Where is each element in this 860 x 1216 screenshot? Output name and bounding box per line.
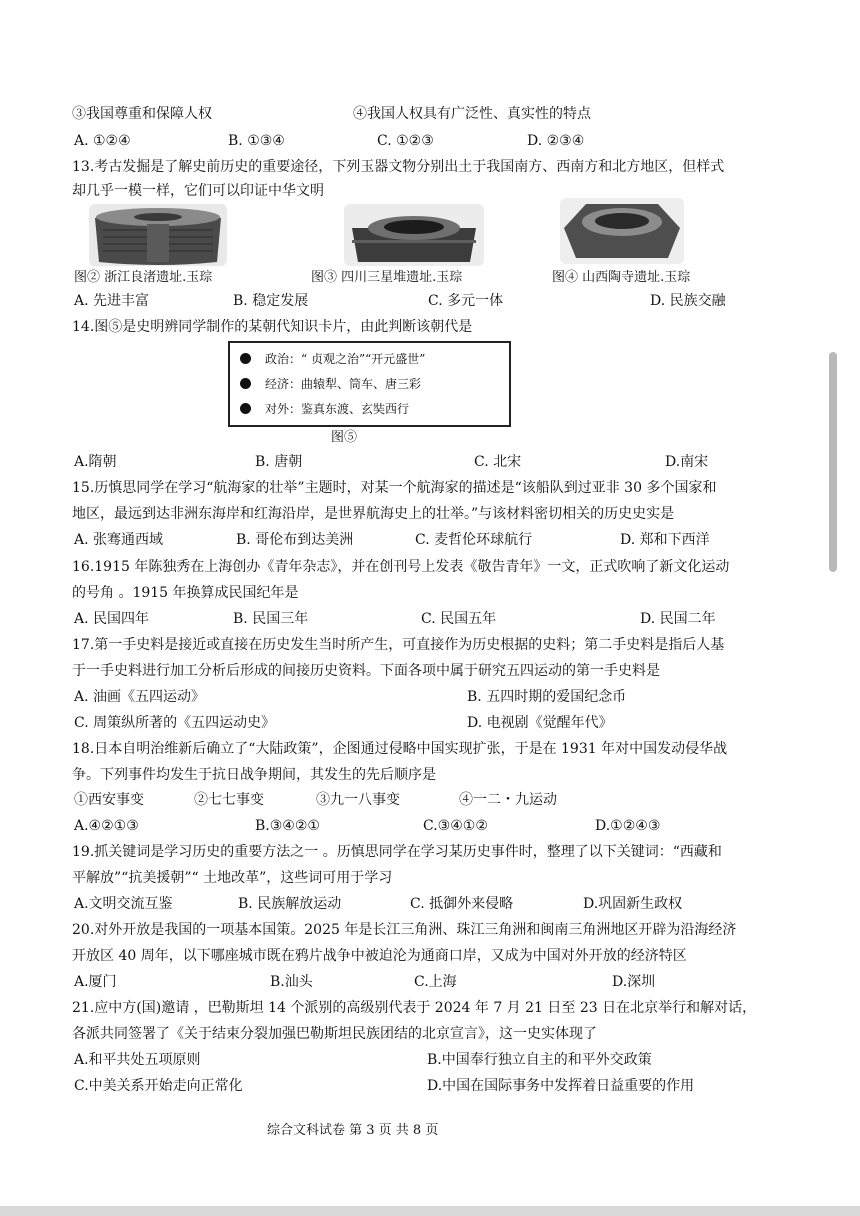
bullet-icon [240,378,251,389]
figure-2-caption: 图② 浙江良渚遗址.玉琮 [74,270,213,285]
q21-option-b: B.中国奉行独立自主的和平外交政策 [427,1052,652,1068]
q21-option-a: A.和平共处五项原则 [74,1052,201,1068]
q16-stem-line2: 的号角 。1915 年换算成民国纪年是 [72,585,299,601]
q17-option-b: B. 五四时期的爱国纪念币 [467,689,627,705]
q12-option-c: C. ①②③ [377,133,434,149]
q18-option-c: C.③④①② [423,818,488,834]
statement-4: ④我国人权具有广泛性、真实性的特点 [353,106,591,122]
figure-4-caption: 图④ 山西陶寺遗址.玉琮 [552,270,691,285]
q18-option-d: D.①②④③ [595,818,661,834]
q16-stem-line1: 16.1915 年陈独秀在上海创办《青年杂志》，并在创刊号上发表《敬告青年》一文，正式吹响了新文化运动 [72,559,730,575]
q13-option-a: A. 先进丰富 [74,293,150,309]
q18-option-b: B.③④②① [255,818,320,834]
q20-stem-line1: 20.对外开放是我国的一项基本国策。2025 年是长江三角洲、珠江三角洲和闽南三角洲地区开辟为沿海经济 [72,922,737,938]
q17-option-c: C. 周策纵所著的《五四运动史》 [74,715,276,731]
card-row-foreign [240,400,409,418]
bullet-icon [240,353,251,364]
q20-stem-line2: 开放区 40 周年，以下哪座城市既在鸦片战争中被迫沦为通商口岸，又成为中国对外开放的经济特区 [72,948,687,964]
card-text-foreign: 对外：鉴真东渡、玄奘西行 [265,402,410,416]
q15-option-c: C. 麦哲伦环球航行 [415,532,533,548]
q20-option-b: B.汕头 [270,974,313,990]
q16-option-b: B. 民国三年 [233,611,309,627]
q14-option-a: A.隋朝 [74,454,117,470]
q16-option-a: A. 民国四年 [74,611,150,627]
q14-option-d: D.南宋 [665,454,709,470]
q17-stem-line1: 17.第一手史料是接近或直接在历史发生当时所产生，可直接作为历史根据的史料；第二手史料是指后人基 [72,637,725,653]
q15-option-d: D. 郑和下西洋 [620,532,710,548]
figure-3-caption: 图③ 四川三星堆遗址.玉琮 [311,270,463,285]
card-text-economy: 经济：曲辕犁、筒车、唐三彩 [265,377,422,391]
q16-option-d: D. 民国二年 [640,611,716,627]
q21-stem-line1: 21.应中方(国)邀请 ，巴勒斯坦 14 个派别的高级别代表于 2024 年 7 月 21 日至 23 日在北京举行和解对话， [72,1000,757,1016]
card-row-politics [240,350,425,368]
q20-option-d: D.深圳 [612,974,656,990]
q19-option-d: D.巩固新生政权 [583,896,683,912]
q20-option-c: C.上海 [414,974,457,990]
q15-stem-line2: 地区，最远到达非洲东海岸和红海沿岸，是世界航海史上的壮举。”与该材料密切相关的历史史实是 [72,506,675,522]
figure-5-caption: 图⑤ [331,430,358,445]
q13-stem-line2: 却几乎一模一样，它们可以印证中华文明 [72,183,324,199]
q17-option-d: D. 电视剧《觉醒年代》 [467,715,613,731]
jade-cong-image-sanxingdui [344,204,484,266]
q13-option-b: B. 稳定发展 [233,293,309,309]
q14-option-c: C. 北宋 [474,454,522,470]
q13-option-d: D. 民族交融 [650,293,726,309]
q14-option-b: B. 唐朝 [255,454,303,470]
q17-stem-line2: 于一手史料进行加工分析后形成的间接历史资料。下面各项中属于研究五四运动的第一手史料是 [72,663,660,679]
bottom-toolbar-strip [0,1206,860,1216]
q21-stem-line2: 各派共同签署了《关于结束分裂加强巴勒斯坦民族团结的北京宣言》，这一史实体现了 [72,1026,597,1042]
q20-option-a: A.厦门 [74,974,117,990]
jade-cong-image-liangzhu [89,204,227,266]
q19-option-c: C. 抵御外来侵略 [410,896,514,912]
q15-stem-line1: 15.历慎思同学在学习“航海家的壮举”主题时，对某一个航海家的描述是“该船队到过亚非 30 多个国家和 [72,480,717,496]
q21-option-d: D.中国在国际事务中发挥着日益重要的作用 [427,1078,695,1094]
q12-option-b: B. ①③④ [228,133,285,149]
q15-option-a: A. 张骞通西域 [74,532,164,548]
q12-option-d: D. ②③④ [527,133,585,149]
knowledge-card [228,341,511,427]
q18-event-2: ②七七事变 [194,792,264,808]
page-footer: 综合文科试卷 第 3 页 共 8 页 [267,1123,439,1138]
q13-stem-line1: 13.考古发掘是了解史前历史的重要途径，下列玉器文物分别出土于我国南方、西南方和北方地区，但样式 [72,159,725,175]
q14-stem: 14.图⑤是史明辨同学制作的某朝代知识卡片，由此判断该朝代是 [72,319,473,335]
q13-option-c: C. 多元一体 [428,293,504,309]
jade-cong-image-taosi [560,198,684,264]
q18-event-3: ③九一八事变 [316,792,400,808]
q18-stem-line2: 争。下列事件均发生于抗日战争期间，其发生的先后顺序是 [72,767,436,783]
q17-option-a: A. 油画《五四运动》 [74,689,206,705]
q19-stem-line2: 平解放”“抗美援朝”“ 土地改革”，这些词可用于学习 [72,870,393,886]
card-text-politics: 政治：“ 贞观之治”“开元盛世” [265,352,426,366]
q12-option-a: A. ①②④ [74,133,131,149]
q18-stem-line1: 18.日本自明治维新后确立了“大陆政策”，企图通过侵略中国实现扩张，于是在 1931 年对中国发动侵华战 [72,741,728,757]
q18-event-4: ④一二・九运动 [459,792,557,808]
statement-3: ③我国尊重和保障人权 [72,106,212,122]
q16-option-c: C. 民国五年 [421,611,497,627]
q19-option-a: A.文明交流互鉴 [74,896,173,912]
q18-event-1: ①西安事变 [74,792,144,808]
q18-option-a: A.④②①③ [74,818,139,834]
q15-option-b: B. 哥伦布到达美洲 [236,532,354,548]
q19-stem-line1: 19.抓关键词是学习历史的重要方法之一 。历慎思同学在学习某历史事件时，整理了以下关键词：“西藏和 [72,844,722,860]
card-row-economy [240,375,421,393]
vertical-scrollbar[interactable] [829,352,837,572]
q19-option-b: B. 民族解放运动 [238,896,342,912]
q21-option-c: C.中美关系开始走向正常化 [74,1078,243,1094]
bullet-icon [240,403,251,414]
